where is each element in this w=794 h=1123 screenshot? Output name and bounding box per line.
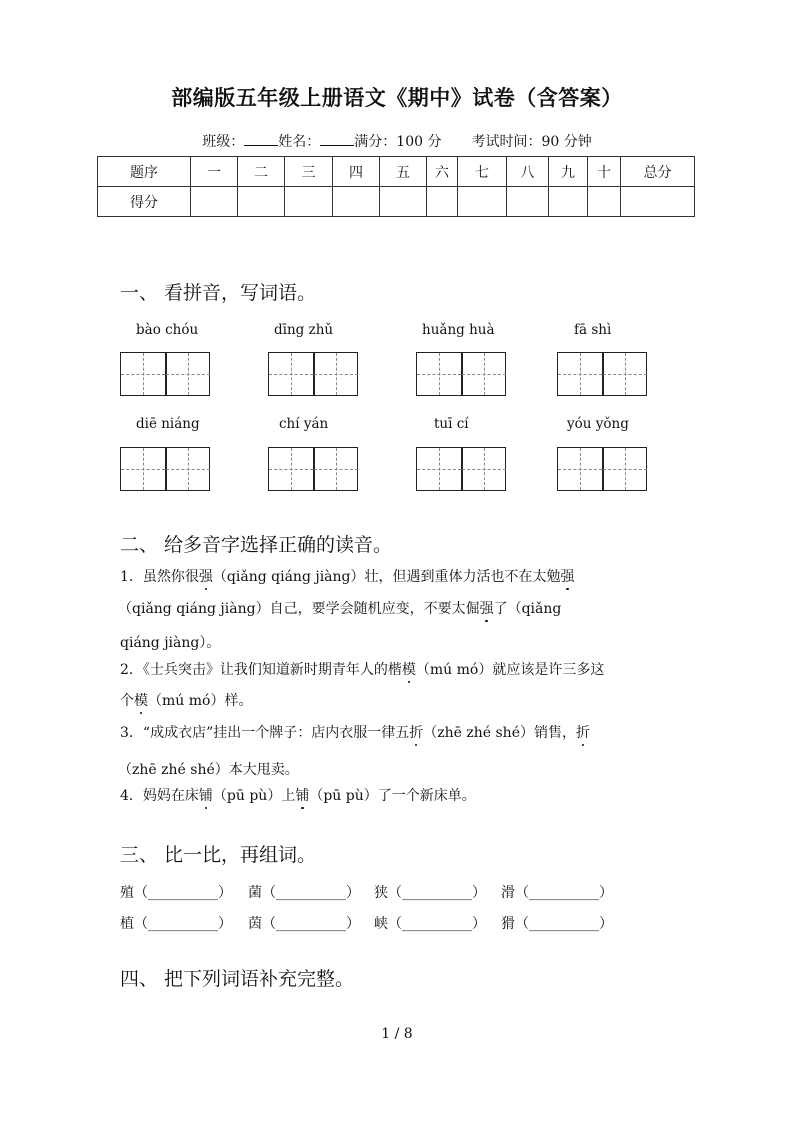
question-text: （pū pù）了一个新床单。 — [309, 788, 476, 804]
writing-grid[interactable] — [416, 447, 506, 491]
pinyin-label: tuī cí — [434, 416, 469, 432]
question-text: 了（qiǎng — [493, 601, 562, 617]
score-input-cell[interactable] — [238, 187, 285, 217]
writing-grid[interactable] — [268, 447, 358, 491]
polyphone-char: 折 — [576, 722, 590, 742]
question-2-2-line-2 — [120, 690, 252, 710]
word-fill-item[interactable]: 植（__________） — [120, 916, 232, 932]
question-2-1-line-2 — [118, 598, 561, 618]
pinyin-label: chí yán — [279, 416, 329, 432]
score-input-cell[interactable] — [549, 187, 588, 217]
score-input-cell[interactable] — [588, 187, 621, 217]
score-header-cell: 题序 — [98, 157, 191, 187]
word-fill-item[interactable]: 菌（__________） — [248, 885, 360, 901]
score-header-cell: 十 — [588, 157, 621, 187]
page-number: 1 / 8 — [381, 1026, 413, 1042]
section-1-heading: 一、 看拼音，写词语。 — [120, 282, 317, 304]
question-text: （pū pù）上 — [212, 788, 296, 804]
writing-grid[interactable] — [268, 352, 358, 396]
polyphone-char: 铺 — [295, 785, 309, 805]
section-3-heading: 三、 比一比，再组词。 — [120, 844, 317, 866]
score-header-cell: 三 — [285, 157, 333, 187]
score-table — [97, 156, 695, 217]
writing-grid[interactable] — [416, 352, 506, 396]
pinyin-label: dīng zhǔ — [274, 322, 334, 338]
word-fill-item[interactable]: 茵（__________） — [248, 916, 360, 932]
question-2-4-line-1 — [120, 785, 476, 805]
question-2-1-line-3: qiáng jiàng）。 — [120, 635, 221, 651]
word-fill-item[interactable]: 峡（__________） — [374, 916, 486, 932]
full-score: 满分：100 分 — [354, 134, 442, 150]
score-header-cell: 六 — [427, 157, 458, 187]
polyphone-char: 模 — [402, 659, 416, 679]
exam-time: 考试时间：90 分钟 — [471, 134, 592, 150]
score-input-cell[interactable] — [333, 187, 380, 217]
class-label: 班级： — [202, 134, 245, 150]
polyphone-char: 强 — [480, 598, 494, 618]
section-4-heading: 四、 把下列词语补充完整。 — [120, 968, 355, 990]
score-header-cell: 总分 — [621, 157, 695, 187]
score-row-label: 得分 — [98, 187, 191, 217]
score-header-cell: 二 — [238, 157, 285, 187]
score-input-cell[interactable] — [507, 187, 549, 217]
question-text: （mú mó）就应该是许三多这 — [415, 662, 605, 678]
score-input-cell[interactable] — [621, 187, 695, 217]
score-input-cell[interactable] — [380, 187, 427, 217]
word-fill-item[interactable]: 殖（__________） — [120, 885, 232, 901]
question-text: 1．虽然你很 — [120, 569, 199, 585]
writing-grid[interactable] — [120, 447, 210, 491]
question-text: 4．妈妈在床 — [120, 788, 199, 804]
question-text: 个 — [120, 693, 134, 709]
score-header-cell: 五 — [380, 157, 427, 187]
word-fill-item[interactable]: 滑（__________） — [501, 885, 613, 901]
question-text: （qiǎng qiáng jiàng）壮，但遇到重体力活也不在太勉 — [212, 569, 561, 585]
polyphone-char: 模 — [134, 690, 148, 710]
question-2-3-line-2: （zhē zhé shé）本大甩卖。 — [118, 762, 299, 778]
score-input-cell[interactable] — [427, 187, 458, 217]
question-text: （qiǎng qiáng jiàng）自己，要学会随机应变，不要太倔 — [118, 601, 480, 617]
question-text: （zhē zhé shé）销售， — [423, 725, 576, 741]
question-2-2-line-1 — [120, 659, 604, 679]
polyphone-char: 折 — [409, 722, 423, 742]
writing-grid[interactable] — [557, 447, 647, 491]
question-text: （mú mó）样。 — [148, 693, 253, 709]
score-table-score-row — [98, 187, 695, 217]
score-header-cell: 八 — [507, 157, 549, 187]
pinyin-label: diē niáng — [136, 416, 200, 432]
section-2-heading: 二、 给多音字选择正确的读音。 — [120, 534, 393, 556]
question-2-1-line-1 — [120, 566, 575, 586]
score-input-cell[interactable] — [191, 187, 238, 217]
word-fill-item[interactable]: 狭（__________） — [374, 885, 486, 901]
polyphone-char: 强 — [561, 566, 575, 586]
pinyin-label: bào chóu — [136, 322, 199, 338]
pinyin-label: yóu yǒng — [567, 416, 629, 432]
score-table-header-row — [98, 157, 695, 187]
writing-grid[interactable] — [120, 352, 210, 396]
pinyin-label: fā shì — [574, 322, 612, 338]
question-text: 3．“成成衣店”挂出一个牌子：店内衣服一律五 — [120, 725, 410, 741]
polyphone-char: 强 — [199, 566, 213, 586]
score-header-cell: 七 — [458, 157, 507, 187]
question-2-3-line-1 — [120, 722, 590, 742]
pinyin-label: huǎng huà — [422, 322, 495, 338]
score-header-cell: 一 — [191, 157, 238, 187]
exam-info — [0, 131, 794, 151]
name-blank — [320, 133, 354, 146]
score-header-cell: 四 — [333, 157, 380, 187]
score-header-cell: 九 — [549, 157, 588, 187]
question-text: 2．《士兵突击》让我们知道新时期青年人的楷 — [120, 662, 402, 678]
name-label: 姓名： — [278, 134, 321, 150]
writing-grid[interactable] — [557, 352, 647, 396]
score-input-cell[interactable] — [458, 187, 507, 217]
class-blank — [244, 133, 278, 146]
polyphone-char: 铺 — [199, 785, 213, 805]
page-title: 部编版五年级上册语文《期中》试卷（含答案） — [171, 86, 623, 110]
word-fill-item[interactable]: 猾（__________） — [501, 916, 613, 932]
score-input-cell[interactable] — [285, 187, 333, 217]
